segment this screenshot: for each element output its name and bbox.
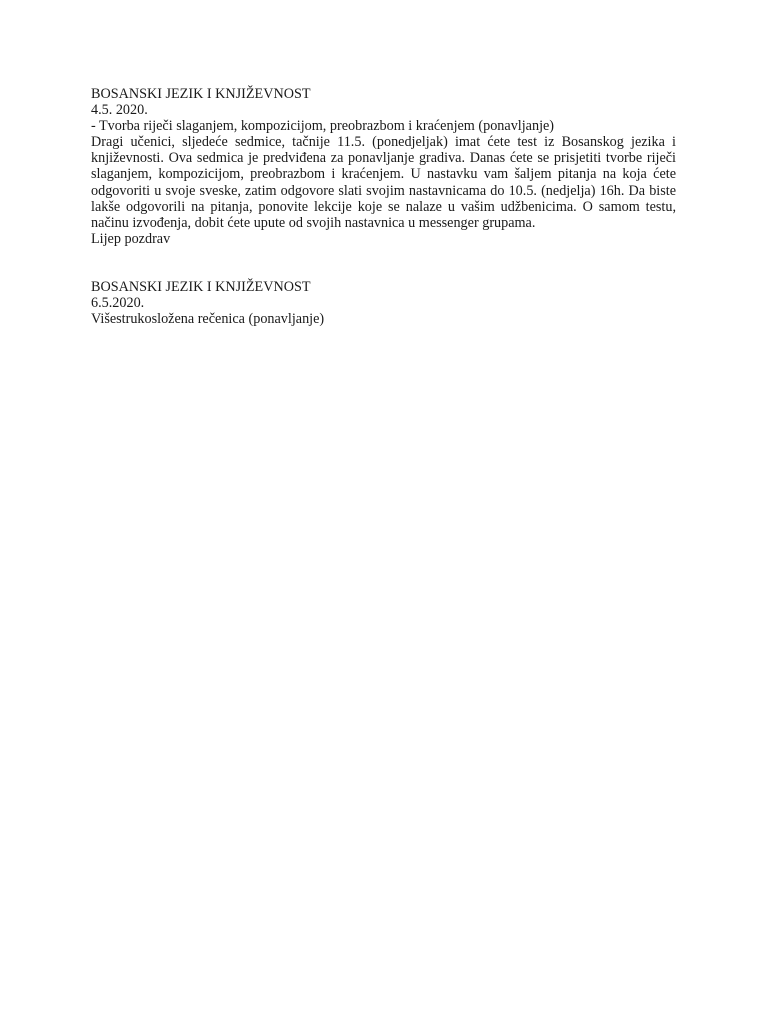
section-1-body: Dragi učenici, sljedeće sedmice, tačnije 11.5. (ponedjeljak) imat ćete test iz Bosanskog jezika i književnosti. Ova sedmica je predviđena za ponavljanje gradiva. Danas ćete se prisjetiti tvorbe riječi slaganjem, kompozicijom, preobrazbom i kraćenjem. U nastavku vam šaljem pitanja na koja ćete odgovoriti u svoje sveske, zatim odgovore slati svojim nastavnicama do 10.5. (nedjelja) 16h. Da biste lakše odgovorili na pitanja, ponovite lekcije koje se nalaze u vašim udžbenicima. O samom testu, načinu izvođenja, dobit ćete upute od svojih nastavnica u messenger grupama. bbox=[91, 134, 676, 231]
section-1-topic: - Tvorba riječi slaganjem, kompozicijom, preobrazbom i kraćenjem (ponavljanje) bbox=[91, 118, 555, 135]
section-1-closing: Lijep pozdrav bbox=[91, 230, 171, 247]
section-divider-space bbox=[91, 247, 676, 279]
section-2-heading: BOSANSKI JEZIK I KNJIŽEVNOST bbox=[91, 278, 311, 295]
section-1-heading: BOSANSKI JEZIK I KNJIŽEVNOST bbox=[91, 86, 311, 102]
section-2-date: 6.5.2020. bbox=[91, 295, 145, 312]
section-1-date: 4.5. 2020. bbox=[91, 102, 148, 119]
section-1 bbox=[91, 86, 676, 247]
document-content bbox=[91, 86, 676, 327]
section-2-topic: Višestrukosložena rečenica (ponavljanje) bbox=[91, 311, 325, 328]
section-2 bbox=[91, 279, 676, 327]
